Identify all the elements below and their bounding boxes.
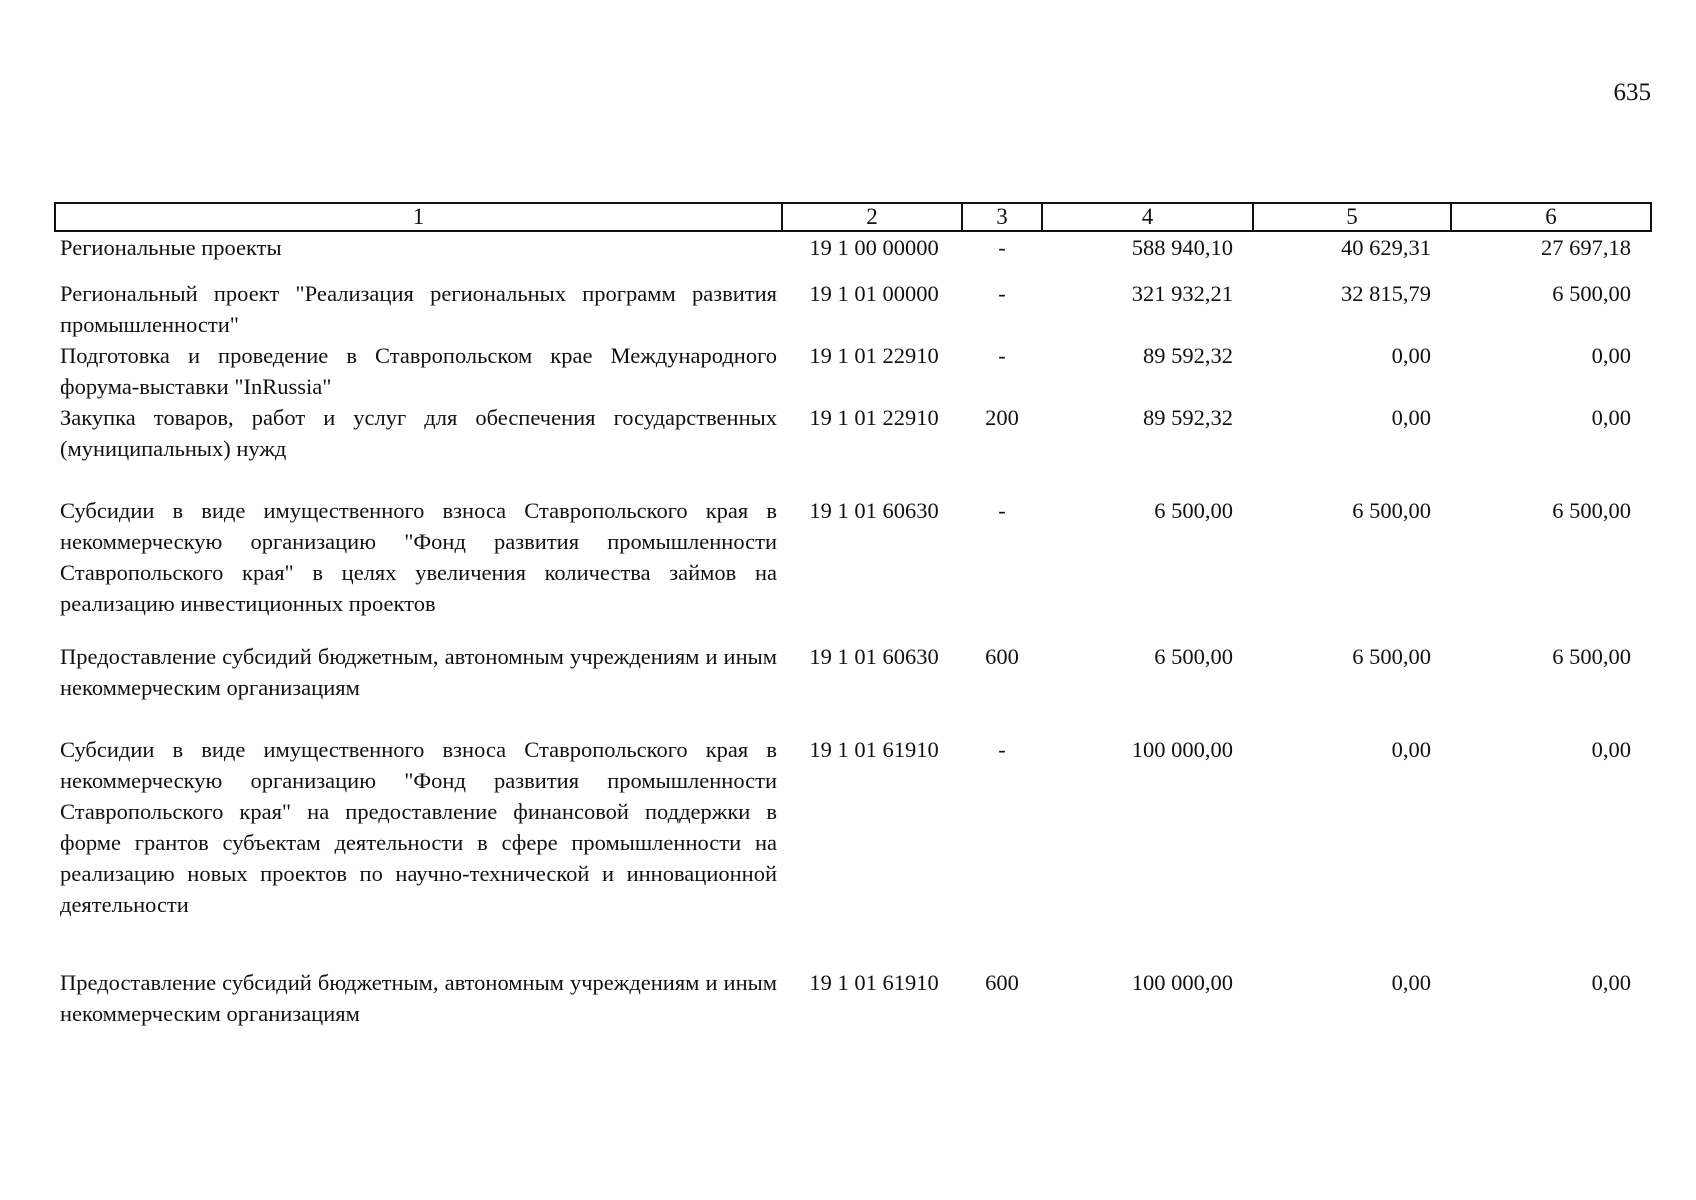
- column-header-1: 1: [55, 203, 782, 231]
- row-name: Региональный проект "Реализация региональных программ развития промышленности": [60, 281, 777, 337]
- row-value-4: 89 592,32: [1143, 405, 1233, 430]
- budget-table: [54, 202, 1652, 1029]
- row-expense-type: -: [998, 737, 1006, 762]
- row-code: 19 1 00 00000: [809, 235, 939, 260]
- row-value-4: 100 000,00: [1131, 737, 1233, 762]
- column-header-4: 4: [1042, 203, 1253, 231]
- row-expense-type: 600: [985, 970, 1019, 995]
- column-header-5: 5: [1253, 203, 1451, 231]
- row-code: 19 1 01 00000: [809, 281, 939, 306]
- row-code: 19 1 01 61910: [809, 970, 939, 995]
- table-header-row: [55, 203, 1651, 231]
- row-value-5: 40 629,31: [1341, 235, 1431, 260]
- row-value-5: 0,00: [1391, 737, 1431, 762]
- row-value-5: 0,00: [1391, 343, 1431, 368]
- table-body: [55, 231, 1651, 1029]
- row-name: Подготовка и проведение в Ставропольском крае Международного форума-выставки "InRussia": [60, 343, 777, 399]
- row-expense-type: -: [998, 343, 1006, 368]
- row-value-5: 0,00: [1391, 970, 1431, 995]
- row-expense-type: -: [998, 235, 1006, 260]
- row-name: Предоставление субсидий бюджетным, автономным учреждениям и иным некоммерческим организациям: [60, 644, 777, 700]
- row-value-5: 0,00: [1391, 405, 1431, 430]
- table-row: [55, 495, 1651, 641]
- column-header-6: 6: [1451, 203, 1651, 231]
- row-expense-type: -: [998, 281, 1006, 306]
- row-code: 19 1 01 22910: [809, 343, 939, 368]
- row-value-5: 6 500,00: [1352, 498, 1431, 523]
- row-code: 19 1 01 61910: [809, 737, 939, 762]
- row-name: Предоставление субсидий бюджетным, автономным учреждениям и иным некоммерческим организациям: [60, 970, 777, 1026]
- row-name: Субсидии в виде имущественного взноса Ставропольского края в некоммерческую организацию "Фонд развития промышленности Ставропольского края" на предоставление финансовой поддержки в форме грантов субъектам деятельности в сфере промышленности на реализацию новых проектов по научно-технической и инновационной деятельности: [60, 737, 777, 917]
- row-value-4: 89 592,32: [1143, 343, 1233, 368]
- row-expense-type: -: [998, 498, 1006, 523]
- table-row: [55, 231, 1651, 278]
- row-value-6: 6 500,00: [1552, 498, 1631, 523]
- table-row: [55, 340, 1651, 402]
- table-row: [55, 967, 1651, 1029]
- row-expense-type: 600: [985, 644, 1019, 669]
- row-value-4: 6 500,00: [1154, 498, 1233, 523]
- row-code: 19 1 01 60630: [809, 498, 939, 523]
- row-value-4: 6 500,00: [1154, 644, 1233, 669]
- row-value-6: 0,00: [1591, 343, 1631, 368]
- row-name: Региональные проекты: [60, 235, 282, 260]
- table-row: [55, 278, 1651, 340]
- row-value-4: 321 932,21: [1131, 281, 1233, 306]
- page-number: 635: [1613, 79, 1651, 106]
- row-code: 19 1 01 22910: [809, 405, 939, 430]
- row-value-6: 0,00: [1591, 405, 1631, 430]
- row-value-4: 100 000,00: [1131, 970, 1233, 995]
- column-header-3: 3: [962, 203, 1042, 231]
- row-value-5: 6 500,00: [1352, 644, 1431, 669]
- row-name: Закупка товаров, работ и услуг для обеспечения государственных (муниципальных) нужд: [60, 405, 777, 461]
- row-value-5: 32 815,79: [1341, 281, 1431, 306]
- row-value-6: 6 500,00: [1552, 281, 1631, 306]
- column-header-2: 2: [782, 203, 962, 231]
- row-code: 19 1 01 60630: [809, 644, 939, 669]
- row-value-6: 27 697,18: [1541, 235, 1631, 260]
- row-value-4: 588 940,10: [1131, 235, 1233, 260]
- row-value-6: 0,00: [1591, 737, 1631, 762]
- table-header: [55, 203, 1651, 231]
- table-row: [55, 734, 1651, 967]
- row-expense-type: 200: [985, 405, 1019, 430]
- table-row: [55, 641, 1651, 734]
- row-value-6: 6 500,00: [1552, 644, 1631, 669]
- row-value-6: 0,00: [1591, 970, 1631, 995]
- table-row: [55, 402, 1651, 495]
- row-name: Субсидии в виде имущественного взноса Ставропольского края в некоммерческую организацию "Фонд развития промышленности Ставропольского края" в целях увеличения количества займов на реализацию инвестиционных проектов: [60, 498, 777, 616]
